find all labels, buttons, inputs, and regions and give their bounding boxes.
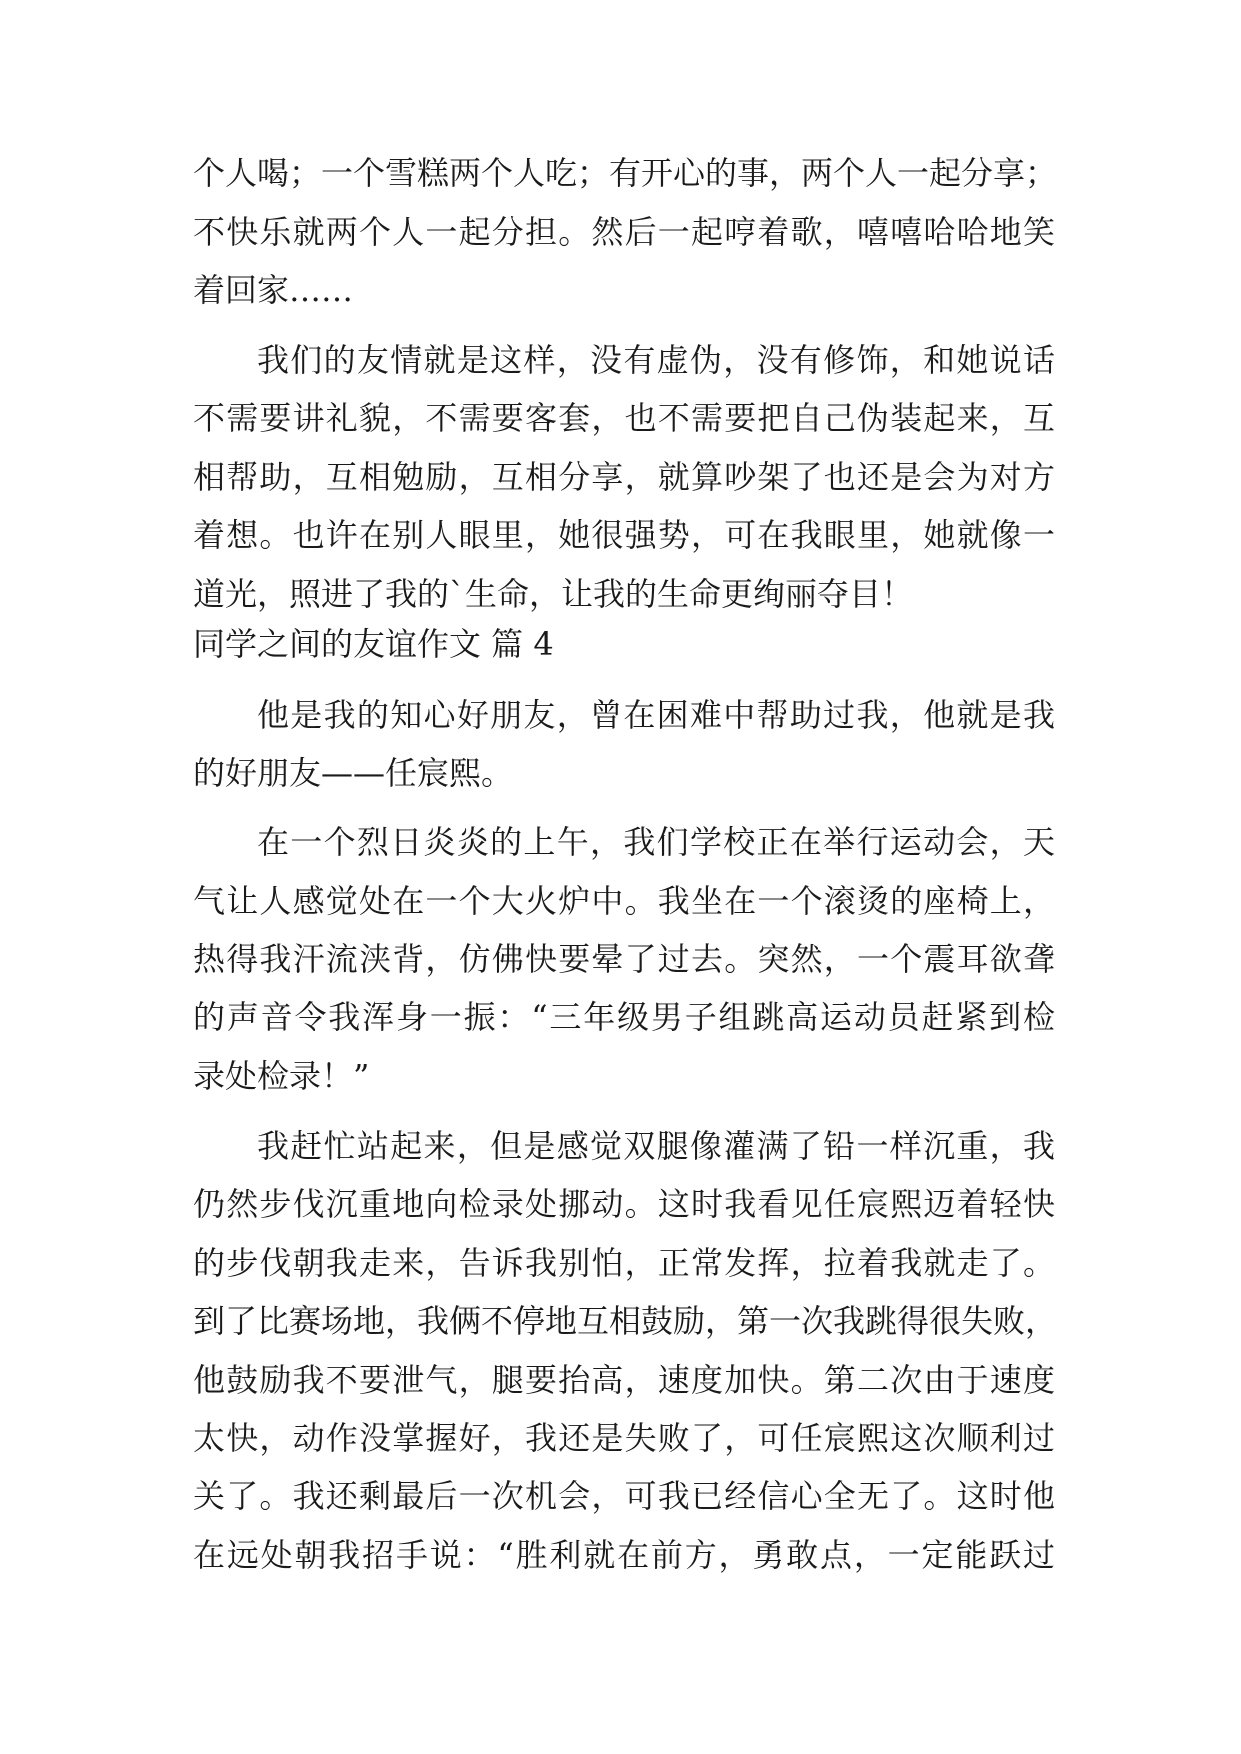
paragraph-line: 的步伐朝我走来，告诉我别怕，正常发挥，拉着我就走了。 [193,1244,1055,1282]
paragraph-line: 在一个烈日炎炎的上午，我们学校正在举行运动会，天 [257,823,1055,861]
paragraph-line: 的声音令我浑身一振：“三年级男子组跳高运动员赶紧到检 [193,998,1055,1036]
paragraph-line: 仍然步伐沉重地向检录处挪动。这时我看见任宸熙迈着轻快 [193,1185,1055,1223]
paragraph-line: 着想。也许在别人眼里，她很强势，可在我眼里，她就像一 [193,516,1055,554]
paragraph-line: 着回家…… [193,271,354,309]
paragraph-line: 的好朋友——任宸熙。 [193,754,514,792]
paragraph-line: 相帮助，互相勉励，互相分享，就算吵架了也还是会为对方 [193,458,1055,496]
paragraph-line: 他鼓励我不要泄气，腿要抬高，速度加快。第二次由于速度 [193,1361,1055,1399]
paragraph-line: 道光，照进了我的`生命，让我的生命更绚丽夺目！ [193,575,914,613]
paragraph-line: 关了。我还剩最后一次机会，可我已经信心全无了。这时他 [193,1477,1055,1515]
paragraph-line: 我赶忙站起来，但是感觉双腿像灌满了铅一样沉重，我 [257,1127,1055,1165]
paragraph-line: 热得我汗流浃背，仿佛快要晕了过去。突然，一个震耳欲聋 [193,940,1055,978]
paragraph-line: 到了比赛场地，我俩不停地互相鼓励，第一次我跳得很失败， [193,1302,1058,1340]
section-heading: 同学之间的友谊作文 篇 4 [193,625,554,663]
paragraph-line: 气让人感觉处在一个大火炉中。我坐在一个滚烫的座椅上， [193,882,1055,920]
paragraph-line: 在远处朝我招手说：“胜利就在前方，勇敢点，一定能跃过 [193,1536,1055,1574]
paragraph-line: 个人喝；一个雪糕两个人吃；有开心的事，两个人一起分享； [193,154,1058,192]
paragraph-line: 他是我的知心好朋友，曾在困难中帮助过我，他就是我 [257,696,1055,734]
paragraph-line: 不需要讲礼貌，不需要客套，也不需要把自己伪装起来，互 [193,399,1055,437]
paragraph-line: 我们的友情就是这样，没有虚伪，没有修饰，和她说话 [257,341,1055,379]
paragraph-line: 录处检录！” [193,1057,370,1095]
paragraph-line: 太快，动作没掌握好，我还是失败了，可任宸熙这次顺利过 [193,1419,1055,1457]
paragraph-line: 不快乐就两个人一起分担。然后一起哼着歌，嘻嘻哈哈地笑 [193,213,1055,251]
